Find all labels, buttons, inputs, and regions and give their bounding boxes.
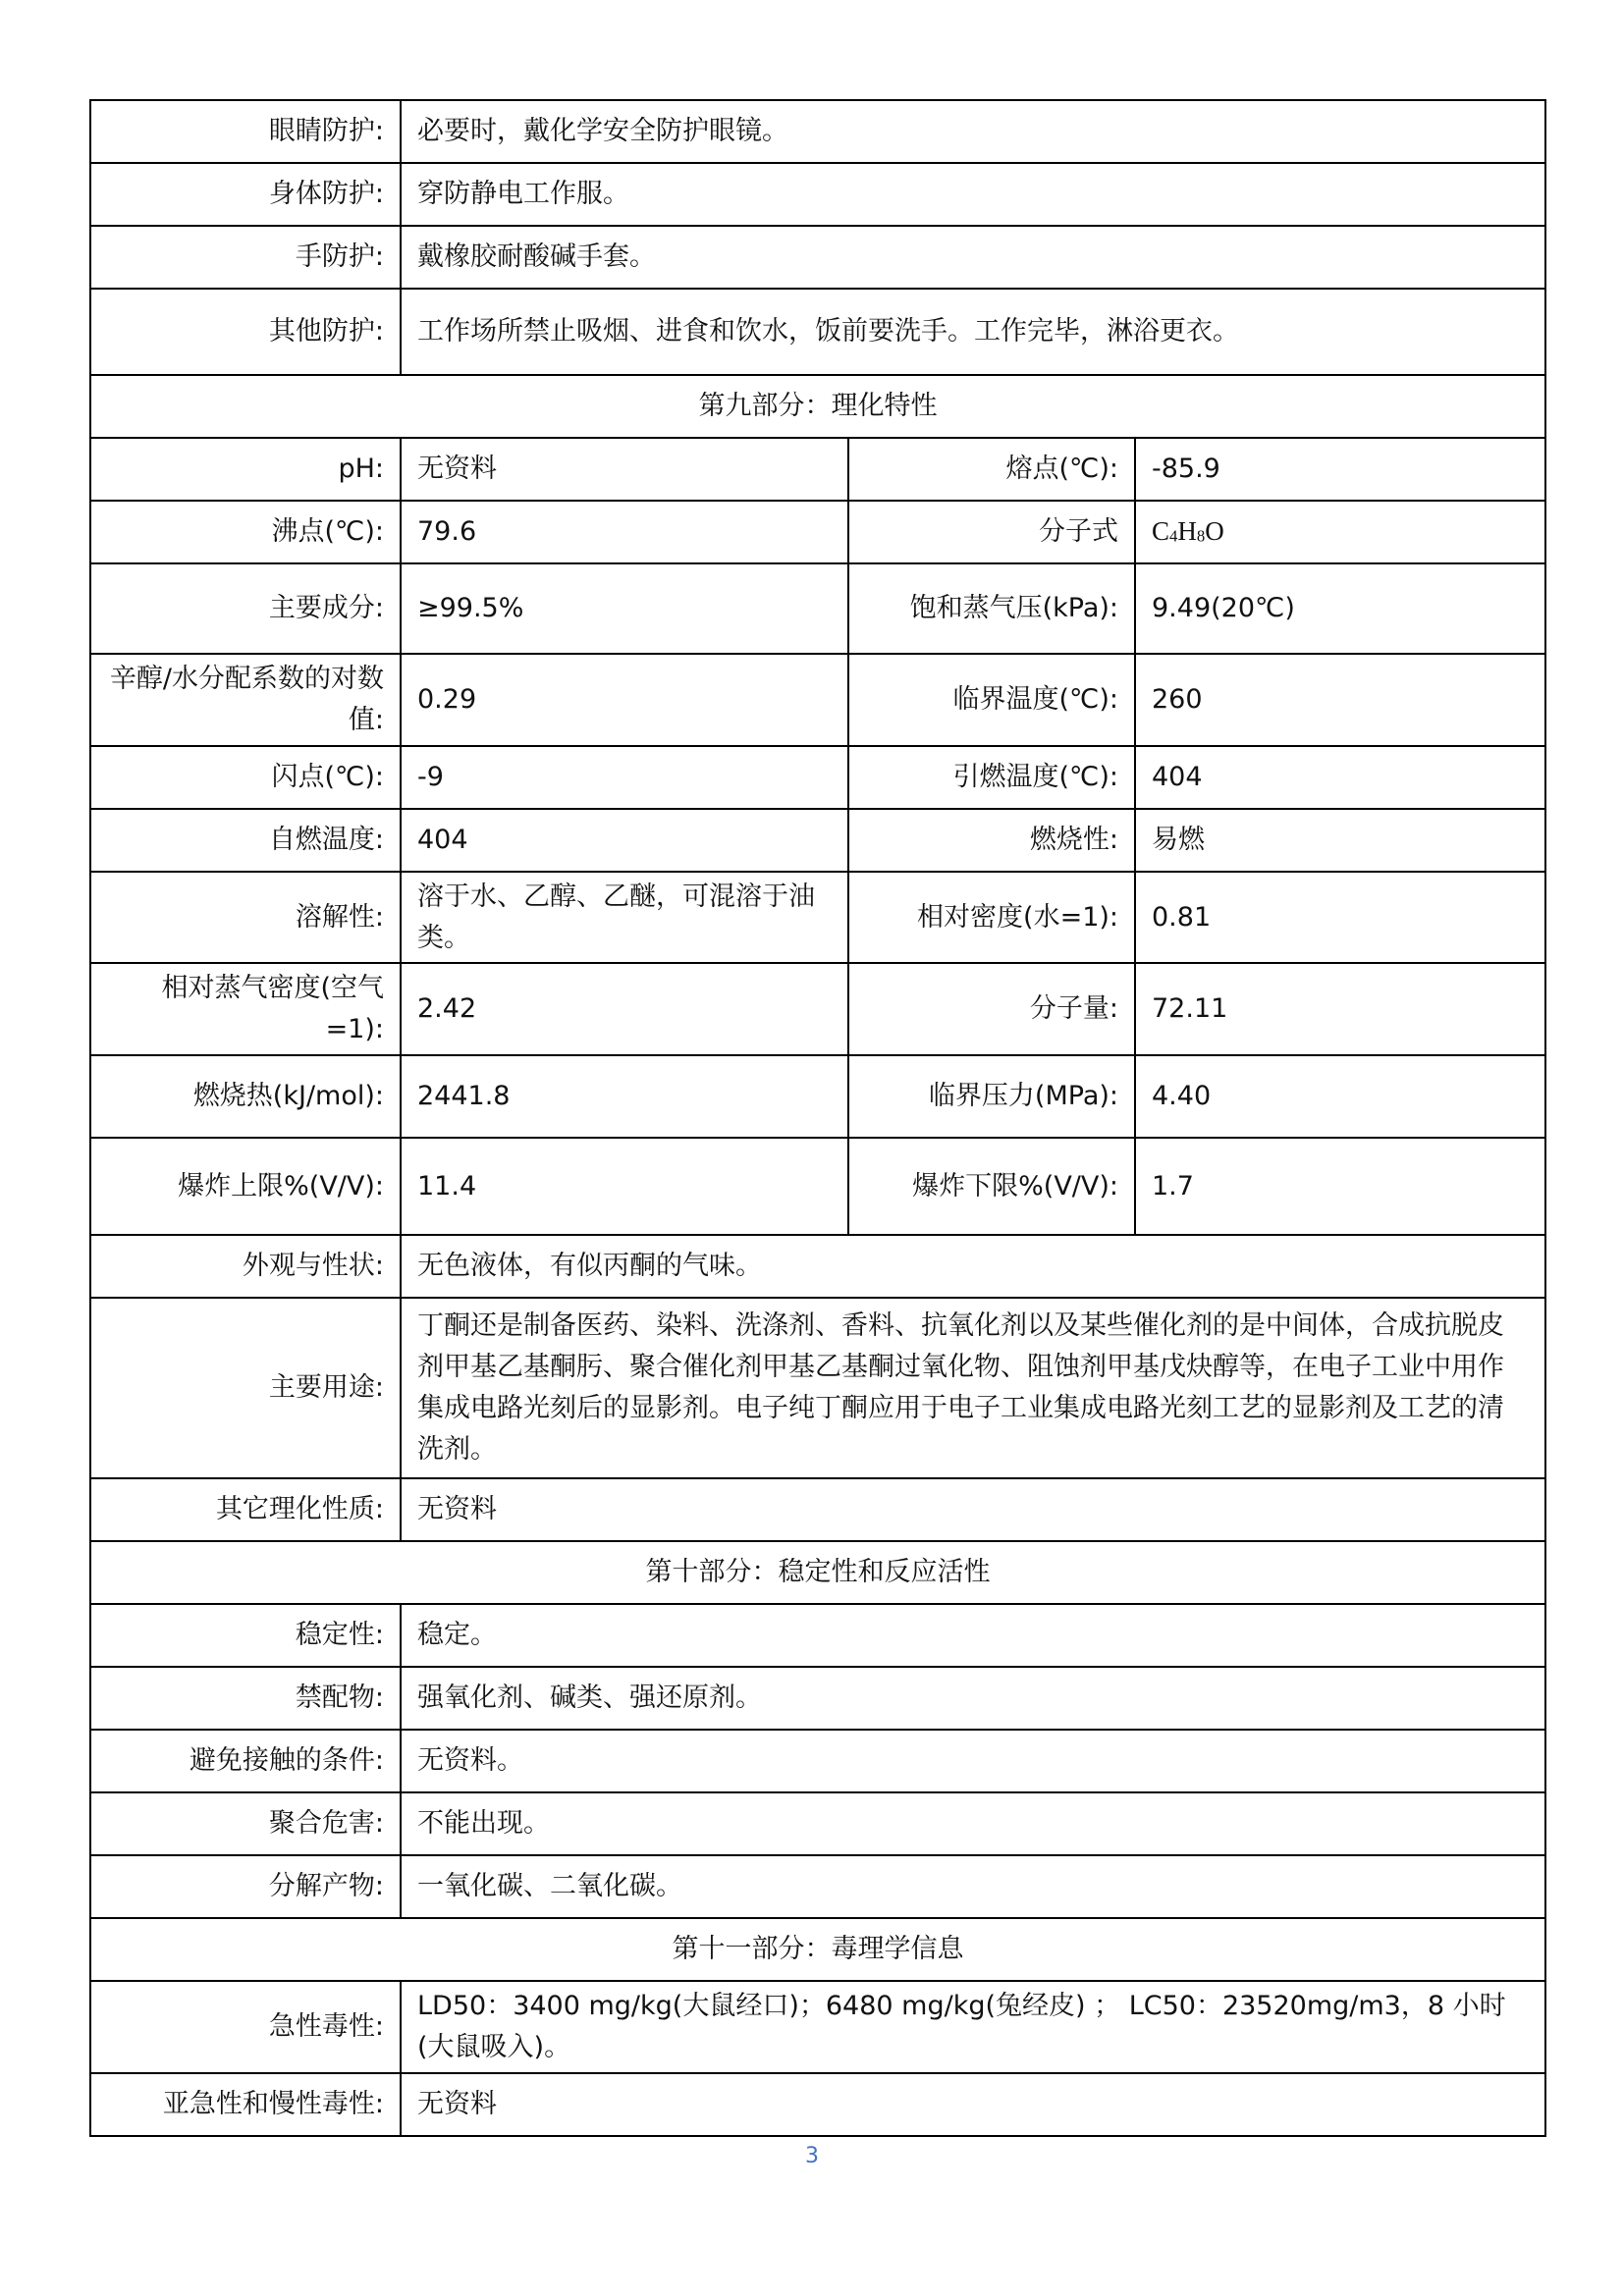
flash-point-value: -9 [401,746,848,809]
relative-density-value: 0.81 [1135,872,1545,964]
body-protection-label: 身体防护: [90,163,401,226]
appearance-value: 无色液体，有似丙酮的气味。 [401,1235,1545,1298]
other-properties-label: 其它理化性质: [90,1478,401,1541]
solubility-value: 溶于水、乙醇、乙醚，可混溶于油类。 [401,872,848,964]
hand-protection-value: 戴橡胶耐酸碱手套。 [401,226,1545,289]
other-properties-value: 无资料 [401,1478,1545,1541]
formula-h-count: 8 [1196,526,1206,546]
partition-coefficient-value: 0.29 [401,654,848,746]
section-10-title: 第十部分：稳定性和反应活性 [90,1541,1545,1604]
flammability-value: 易燃 [1135,809,1545,872]
chronic-toxicity-row [90,2073,1545,2136]
autoignition-temperature-value: 404 [401,809,848,872]
partition-coefficient-label: 辛醇/水分配系数的对数值: [90,654,401,746]
appearance-row [90,1235,1545,1298]
flash-point-label: 闪点(℃): [90,746,401,809]
acute-toxicity-row [90,1981,1545,2073]
property-row [90,501,1545,563]
incompatible-materials-value: 强氧化剂、碱类、强还原剂。 [401,1667,1545,1730]
acute-toxicity-value: LD50：3400 mg/kg(大鼠经口)；6480 mg/kg(兔经皮) ； LC50：23520mg/m3，8 小时(大鼠吸入)。 [401,1981,1545,2073]
incompatible-materials-row [90,1667,1545,1730]
section-11-title: 第十一部分：毒理学信息 [90,1918,1545,1981]
appearance-label: 外观与性状: [90,1235,401,1298]
boiling-point-label: 沸点(℃): [90,501,401,563]
chronic-toxicity-value: 无资料 [401,2073,1545,2136]
ph-value: 无资料 [401,438,848,501]
eye-protection-value: 必要时，戴化学安全防护眼镜。 [401,100,1545,163]
property-row [90,746,1545,809]
vapor-density-value: 2.42 [401,963,848,1055]
eye-protection-row [90,100,1545,163]
conditions-to-avoid-label: 避免接触的条件: [90,1730,401,1792]
molecular-formula-value [1135,501,1545,563]
conditions-to-avoid-value: 无资料。 [401,1730,1545,1792]
body-protection-value: 穿防静电工作服。 [401,163,1545,226]
stability-value: 稳定。 [401,1604,1545,1667]
upper-explosive-limit-value: 11.4 [401,1138,848,1235]
other-protection-row [90,289,1545,375]
other-properties-row [90,1478,1545,1541]
property-row [90,563,1545,654]
property-row [90,963,1545,1055]
stability-label: 稳定性: [90,1604,401,1667]
autoignition-temperature-label: 自燃温度: [90,809,401,872]
heat-of-combustion-label: 燃烧热(kJ/mol): [90,1055,401,1138]
critical-pressure-label: 临界压力(MPa): [848,1055,1135,1138]
main-uses-value: 丁酮还是制备医药、染料、洗涤剂、香料、抗氧化剂以及某些催化剂的是中间体，合成抗脱皮剂甲基乙基酮肟、聚合催化剂甲基乙基酮过氧化物、阻蚀剂甲基戊炔醇等，在电子工业中用作集成电路光刻后的显影剂。电子纯丁酮应用于电子工业集成电路光刻工艺的显影剂及工艺的清洗剂。 [401,1298,1545,1478]
hand-protection-label: 手防护: [90,226,401,289]
msds-table [89,99,1546,2137]
relative-density-label: 相对密度(水=1): [848,872,1135,964]
lower-explosive-limit-value: 1.7 [1135,1138,1545,1235]
decomposition-products-row [90,1855,1545,1918]
molecular-weight-label: 分子量: [848,963,1135,1055]
melting-point-label: 熔点(℃): [848,438,1135,501]
ph-label: pH: [90,438,401,501]
other-protection-value: 工作场所禁止吸烟、进食和饮水，饭前要洗手。工作完毕，淋浴更衣。 [401,289,1545,375]
ignition-temperature-value: 404 [1135,746,1545,809]
polymerization-hazard-label: 聚合危害: [90,1792,401,1855]
decomposition-products-label: 分解产物: [90,1855,401,1918]
section-9-header-row [90,375,1545,438]
section-11-header-row [90,1918,1545,1981]
critical-temperature-label: 临界温度(℃): [848,654,1135,746]
solubility-label: 溶解性: [90,872,401,964]
property-row [90,1138,1545,1235]
formula-c-count: 4 [1169,526,1178,546]
incompatible-materials-label: 禁配物: [90,1667,401,1730]
page-number: 3 [805,2144,819,2168]
melting-point-value: -85.9 [1135,438,1545,501]
formula-h: H [1177,516,1197,547]
polymerization-hazard-row [90,1792,1545,1855]
critical-temperature-value: 260 [1135,654,1545,746]
property-row [90,809,1545,872]
main-component-value: ≥99.5% [401,563,848,654]
main-uses-label: 主要用途: [90,1298,401,1478]
upper-explosive-limit-label: 爆炸上限%(V/V): [90,1138,401,1235]
section-10-header-row [90,1541,1545,1604]
ignition-temperature-label: 引燃温度(℃): [848,746,1135,809]
chronic-toxicity-label: 亚急性和慢性毒性: [90,2073,401,2136]
property-row [90,1055,1545,1138]
conditions-to-avoid-row [90,1730,1545,1792]
formula-c: C [1152,516,1170,547]
property-row [90,438,1545,501]
section-9-title: 第九部分：理化特性 [90,375,1545,438]
acute-toxicity-label: 急性毒性: [90,1981,401,2073]
decomposition-products-value: 一氧化碳、二氧化碳。 [401,1855,1545,1918]
main-component-label: 主要成分: [90,563,401,654]
other-protection-label: 其他防护: [90,289,401,375]
vapor-pressure-label: 饱和蒸气压(kPa): [848,563,1135,654]
hand-protection-row [90,226,1545,289]
main-uses-row [90,1298,1545,1478]
heat-of-combustion-value: 2441.8 [401,1055,848,1138]
property-row [90,872,1545,964]
vapor-pressure-value: 9.49(20℃) [1135,563,1545,654]
boiling-point-value: 79.6 [401,501,848,563]
stability-row [90,1604,1545,1667]
critical-pressure-value: 4.40 [1135,1055,1545,1138]
molecular-formula-label: 分子式 [848,501,1135,563]
molecular-weight-value: 72.11 [1135,963,1545,1055]
formula-o: O [1205,516,1224,547]
polymerization-hazard-value: 不能出现。 [401,1792,1545,1855]
eye-protection-label: 眼睛防护: [90,100,401,163]
flammability-label: 燃烧性: [848,809,1135,872]
vapor-density-label: 相对蒸气密度(空气=1): [90,963,401,1055]
property-row [90,654,1545,746]
body-protection-row [90,163,1545,226]
lower-explosive-limit-label: 爆炸下限%(V/V): [848,1138,1135,1235]
